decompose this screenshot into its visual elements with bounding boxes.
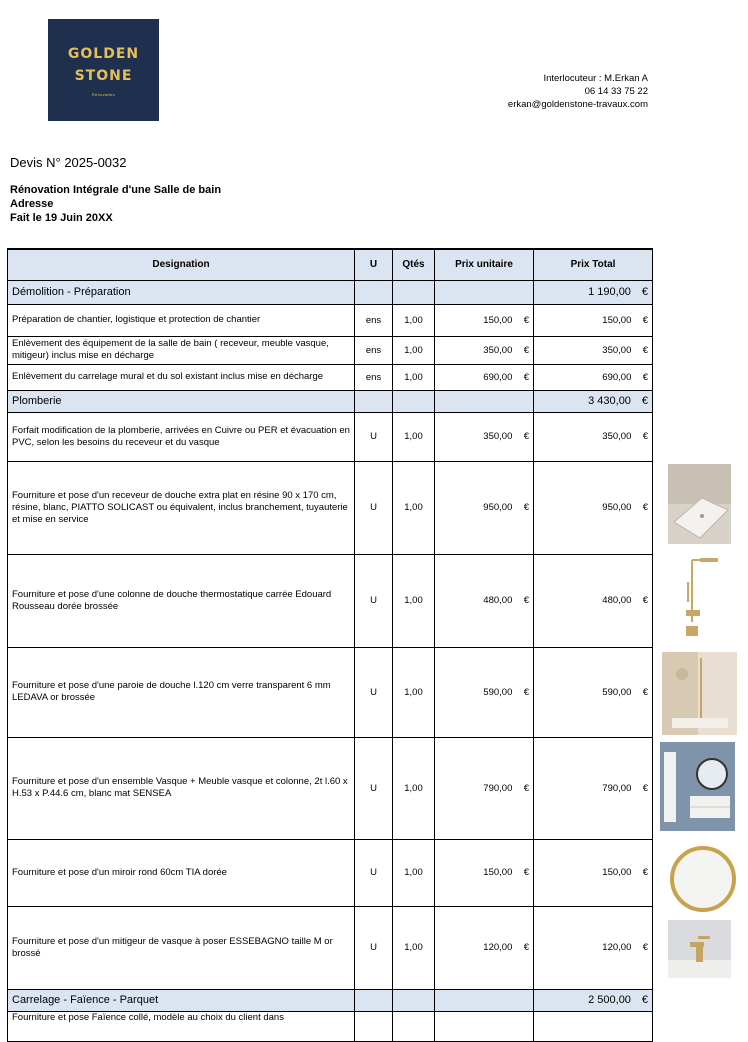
row-designation: Fourniture et pose d'un ensemble Vasque + Meuble vasque et colonne, 2t l.60 x H.53 x P.44.6 cm, blanc mat SENSEA <box>8 737 355 839</box>
logo-line-2: STONE <box>74 68 133 84</box>
row-designation: Fourniture et pose d'un mitigeur de vasque à poser ESSEBAGNO taille M or brossé <box>8 906 355 989</box>
row-unit: ens <box>355 336 393 364</box>
header-total-price: Prix Total <box>534 249 653 280</box>
row-unit-price: 950,00 € <box>435 461 534 554</box>
project-title: Rénovation Intégrale d'une Salle de bain <box>10 184 222 196</box>
row-designation: Fourniture et pose d'une colonne de douche thermostatique carrée Edouard Rousseau dorée brossée <box>8 554 355 647</box>
row-total-price: 150,00 € <box>534 839 653 906</box>
section-title: Démolition - Préparation <box>8 280 355 304</box>
row-total-price: 590,00 € <box>534 647 653 737</box>
row-quantity: 1,00 <box>393 554 435 647</box>
table-row <box>8 839 653 906</box>
row-quantity: 1,00 <box>393 839 435 906</box>
table-row <box>8 737 653 839</box>
vanity-unit-image <box>660 742 735 831</box>
row-total-price: 350,00 € <box>534 412 653 461</box>
section-total: 3 430,00 € <box>534 390 653 412</box>
section-total: 1 190,00 € <box>534 280 653 304</box>
section-total: 2 500,00 € <box>534 989 653 1011</box>
table-row <box>8 336 653 364</box>
contact-phone: 06 14 33 75 22 <box>584 86 648 97</box>
row-unit: U <box>355 461 393 554</box>
section-title: Plomberie <box>8 390 355 412</box>
row-designation: Préparation de chantier, logistique et protection de chantier <box>8 304 355 336</box>
row-unit-price: 480,00 € <box>435 554 534 647</box>
row-unit: U <box>355 906 393 989</box>
logo-line-3: Rénovation <box>91 92 116 97</box>
header-unit-price: Prix unitaire <box>435 249 534 280</box>
row-designation: Forfait modification de la plomberie, arrivées en Cuivre ou PER et évacuation en PVC, selon les besoins du receveur et du vasque <box>8 412 355 461</box>
row-unit: U <box>355 412 393 461</box>
row-unit-price: 790,00 € <box>435 737 534 839</box>
row-total-price: 480,00 € <box>534 554 653 647</box>
row-unit-price: 590,00 € <box>435 647 534 737</box>
section-row <box>8 390 653 412</box>
contact-person: Interlocuteur : M.Erkan A <box>543 73 648 84</box>
row-quantity: 1,00 <box>393 906 435 989</box>
row-designation: Fourniture et pose Faïence collé, modèle au choix du client dans <box>8 1011 355 1041</box>
row-unit: ens <box>355 364 393 390</box>
table-row <box>8 304 653 336</box>
table-row <box>8 554 653 647</box>
project-info <box>10 183 221 225</box>
row-unit-price: 350,00 € <box>435 336 534 364</box>
logo-line-1: GOLDEN <box>67 46 140 62</box>
header-quantity: Qtés <box>393 249 435 280</box>
contact-block <box>508 72 648 111</box>
quote-table <box>7 248 653 1042</box>
shower-column-image <box>680 552 722 642</box>
header-unit: U <box>355 249 393 280</box>
row-total-price: 120,00 € <box>534 906 653 989</box>
row-quantity: 1,00 <box>393 304 435 336</box>
table-row <box>8 412 653 461</box>
row-unit-price: 690,00 € <box>435 364 534 390</box>
row-designation: Fourniture et pose d'un receveur de douche extra plat en résine 90 x 170 cm, résine, blanc, PIATTO SOLICAST ou équivalent, inclus branchement, tuyauterie et mise en service <box>8 461 355 554</box>
table-row <box>8 906 653 989</box>
section-row <box>8 280 653 304</box>
row-total-price: 950,00 € <box>534 461 653 554</box>
section-row <box>8 989 653 1011</box>
row-total-price: 690,00 € <box>534 364 653 390</box>
row-quantity: 1,00 <box>393 364 435 390</box>
row-quantity: 1,00 <box>393 412 435 461</box>
row-quantity: 1,00 <box>393 647 435 737</box>
table-header-row <box>8 249 653 280</box>
row-total-price: 150,00 € <box>534 304 653 336</box>
row-unit: U <box>355 554 393 647</box>
row-unit-price: 150,00 € <box>435 304 534 336</box>
project-date: Fait le 19 Juin 20XX <box>10 212 113 224</box>
section-title: Carrelage - Faïence - Parquet <box>8 989 355 1011</box>
row-designation: Fourniture et pose d'un miroir rond 60cm TIA dorée <box>8 839 355 906</box>
header-designation: Designation <box>8 249 355 280</box>
row-unit-price: 120,00 € <box>435 906 534 989</box>
row-quantity: 1,00 <box>393 461 435 554</box>
table-row <box>8 364 653 390</box>
row-quantity: 1,00 <box>393 336 435 364</box>
round-mirror-image <box>669 845 737 913</box>
row-unit: U <box>355 737 393 839</box>
shower-screen-image <box>662 652 737 735</box>
row-designation: Enlèvement des équipement de la salle de bain ( receveur, meuble vasque, mitigeur) inclus mise en décharge <box>8 336 355 364</box>
devis-number: Devis N° 2025-0032 <box>10 155 127 170</box>
project-address: Adresse <box>10 198 54 210</box>
table-row <box>8 1011 653 1041</box>
company-logo <box>48 19 159 121</box>
row-unit: ens <box>355 304 393 336</box>
row-unit: U <box>355 647 393 737</box>
row-quantity: 1,00 <box>393 737 435 839</box>
row-unit-price: 350,00 € <box>435 412 534 461</box>
row-designation: Enlèvement du carrelage mural et du sol existant inclus mise en décharge <box>8 364 355 390</box>
contact-email[interactable]: erkan@goldenstone-travaux.com <box>507 99 648 110</box>
row-total-price: 350,00 € <box>534 336 653 364</box>
table-row <box>8 647 653 737</box>
row-unit-price: 150,00 € <box>435 839 534 906</box>
row-designation: Fourniture et pose d'une paroie de douche l.120 cm verre transparent 6 mm LEDAVA or brossée <box>8 647 355 737</box>
table-row <box>8 461 653 554</box>
shower-tray-image <box>668 464 731 544</box>
row-total-price: 790,00 € <box>534 737 653 839</box>
basin-mixer-image <box>668 920 731 978</box>
row-unit: U <box>355 839 393 906</box>
